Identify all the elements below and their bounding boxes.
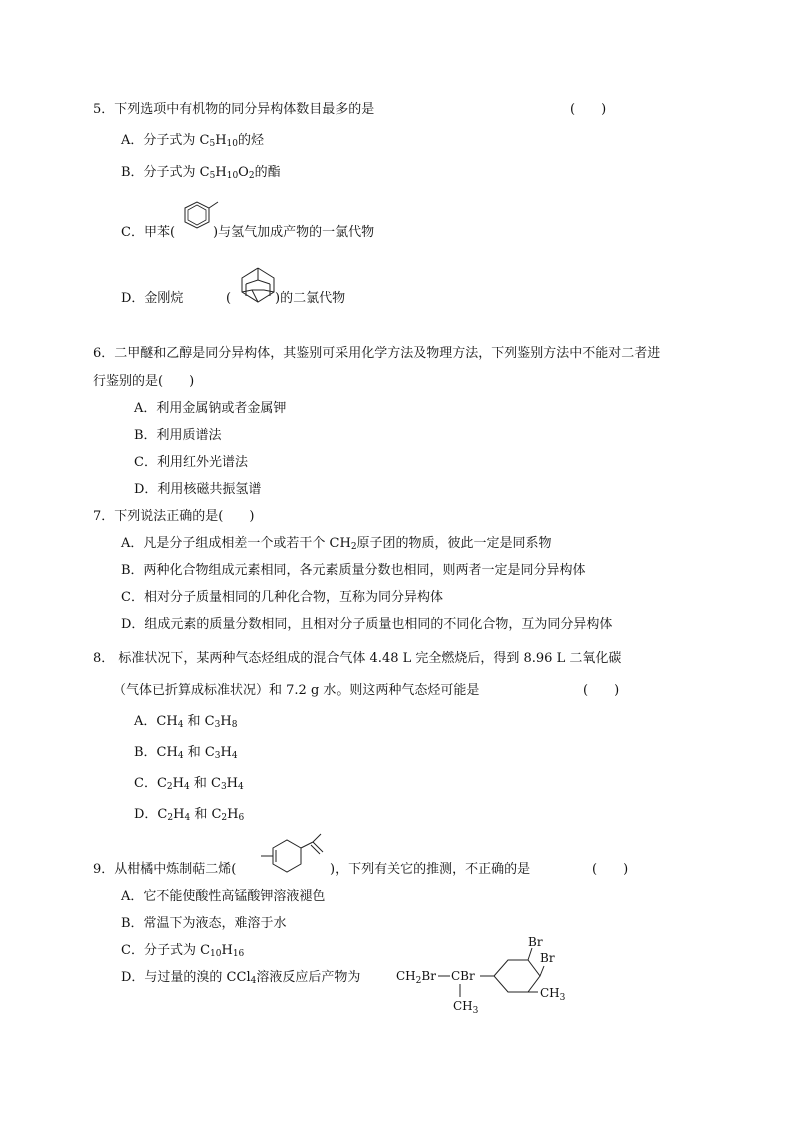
q5-option-c-pre: C．甲苯( xyxy=(121,225,176,240)
q6-stem-line2: 行鉴别的是( ) xyxy=(93,374,195,389)
q5-stem: 5．下列选项中有机物的同分异构体数目最多的是 xyxy=(93,102,375,117)
q8-stem-line1: 8． 标准状况下，某两种气态烃组成的混合气体 4.48 L 完全燃烧后，得到 8.96 L 二氧化碳 xyxy=(93,651,622,666)
product-ch2br-label: $CH_2Br$ xyxy=(396,969,436,986)
limonene-structure xyxy=(253,832,333,880)
q5-option-d-pre: D．金刚烷 xyxy=(121,291,184,306)
q9-stem-post: )，下列有关它的推测，不正确的是 xyxy=(330,862,531,877)
q9-answer-paren: ( ) xyxy=(592,862,629,877)
q9-option-c: C．分子式为 $C_{10}H_{16}$ xyxy=(121,943,245,959)
q6-stem-line1: 6．二甲醚和乙醇是同分异构体，其鉴别可采用化学方法及物理方法，下列鉴别方法中不能对二者进 xyxy=(93,346,661,361)
q6-option-b: B．利用质谱法 xyxy=(134,428,222,443)
product-br-right-label: Br xyxy=(540,951,555,965)
q5-option-d-post: )的二氯代物 xyxy=(275,291,346,306)
q7-option-b: B．两种化合物组成元素相同，各元素质量分数也相同，则两者一定是同分异构体 xyxy=(121,563,586,578)
q5-option-d-open: ( xyxy=(226,291,232,306)
q6-option-c: C．利用红外光谱法 xyxy=(134,455,248,470)
q9-option-d: D．与过量的溴的 CCl$_4$溶液反应后产物为 xyxy=(121,970,361,986)
q5-option-a: A．分子式为 $C_5H_{10}$的烃 xyxy=(121,133,265,149)
product-methyl-right-label: $CH_3$ xyxy=(540,986,566,1003)
q9-option-b: B．常温下为液态，难溶于水 xyxy=(121,916,287,931)
q8-option-c: C．$C_2H_4$ 和 $C_3H_4$ xyxy=(134,776,244,792)
q9-stem-pre: 9．从柑橘中炼制萜二烯( xyxy=(93,862,237,877)
q5-answer-paren: ( ) xyxy=(570,102,607,117)
bromination-product-structure xyxy=(392,930,582,1014)
q7-stem: 7．下列说法正确的是( ) xyxy=(93,509,255,524)
q8-stem-line2: （气体已折算成标准状况）和 7.2 g 水。则这两种气态烃可能是 xyxy=(113,683,480,698)
q5-option-c-post: )与氢气加成产物的一氯代物 xyxy=(213,225,375,240)
q7-option-c: C．相对分子质量相同的几种化合物，互称为同分异构体 xyxy=(121,590,443,605)
adamantane-structure xyxy=(236,266,280,308)
q8-option-a: A．$CH_4$ 和 $C_3H_8$ xyxy=(134,714,238,730)
q8-option-b: B．$CH_4$ 和 $C_3H_4$ xyxy=(134,745,238,761)
q7-option-d: D．组成元素的质量分数相同，且相对分子质量也相同的不同化合物，互为同分异构体 xyxy=(121,617,613,632)
product-methyl-bottom-label: $CH_3$ xyxy=(453,999,479,1016)
product-br-top-label: Br xyxy=(528,935,543,949)
q8-option-d: D．$C_2H_4$ 和 $C_2H_6$ xyxy=(134,807,245,823)
q9-option-a: A．它不能使酸性高锰酸钾溶液褪色 xyxy=(121,889,326,904)
q6-option-a: A．利用金属钠或者金属钾 xyxy=(134,401,287,416)
q5-option-b: B．分子式为 $C_5H_{10}O_2$的酯 xyxy=(121,165,281,181)
product-cbr-label: CBr xyxy=(451,969,475,983)
q8-answer-paren: ( ) xyxy=(583,683,620,698)
q7-option-a: A．凡是分子组成相差一个或若干个 $CH_2$原子团的物质，彼此一定是同系物 xyxy=(121,536,552,552)
q6-option-d: D．利用核磁共振氢谱 xyxy=(134,482,262,497)
